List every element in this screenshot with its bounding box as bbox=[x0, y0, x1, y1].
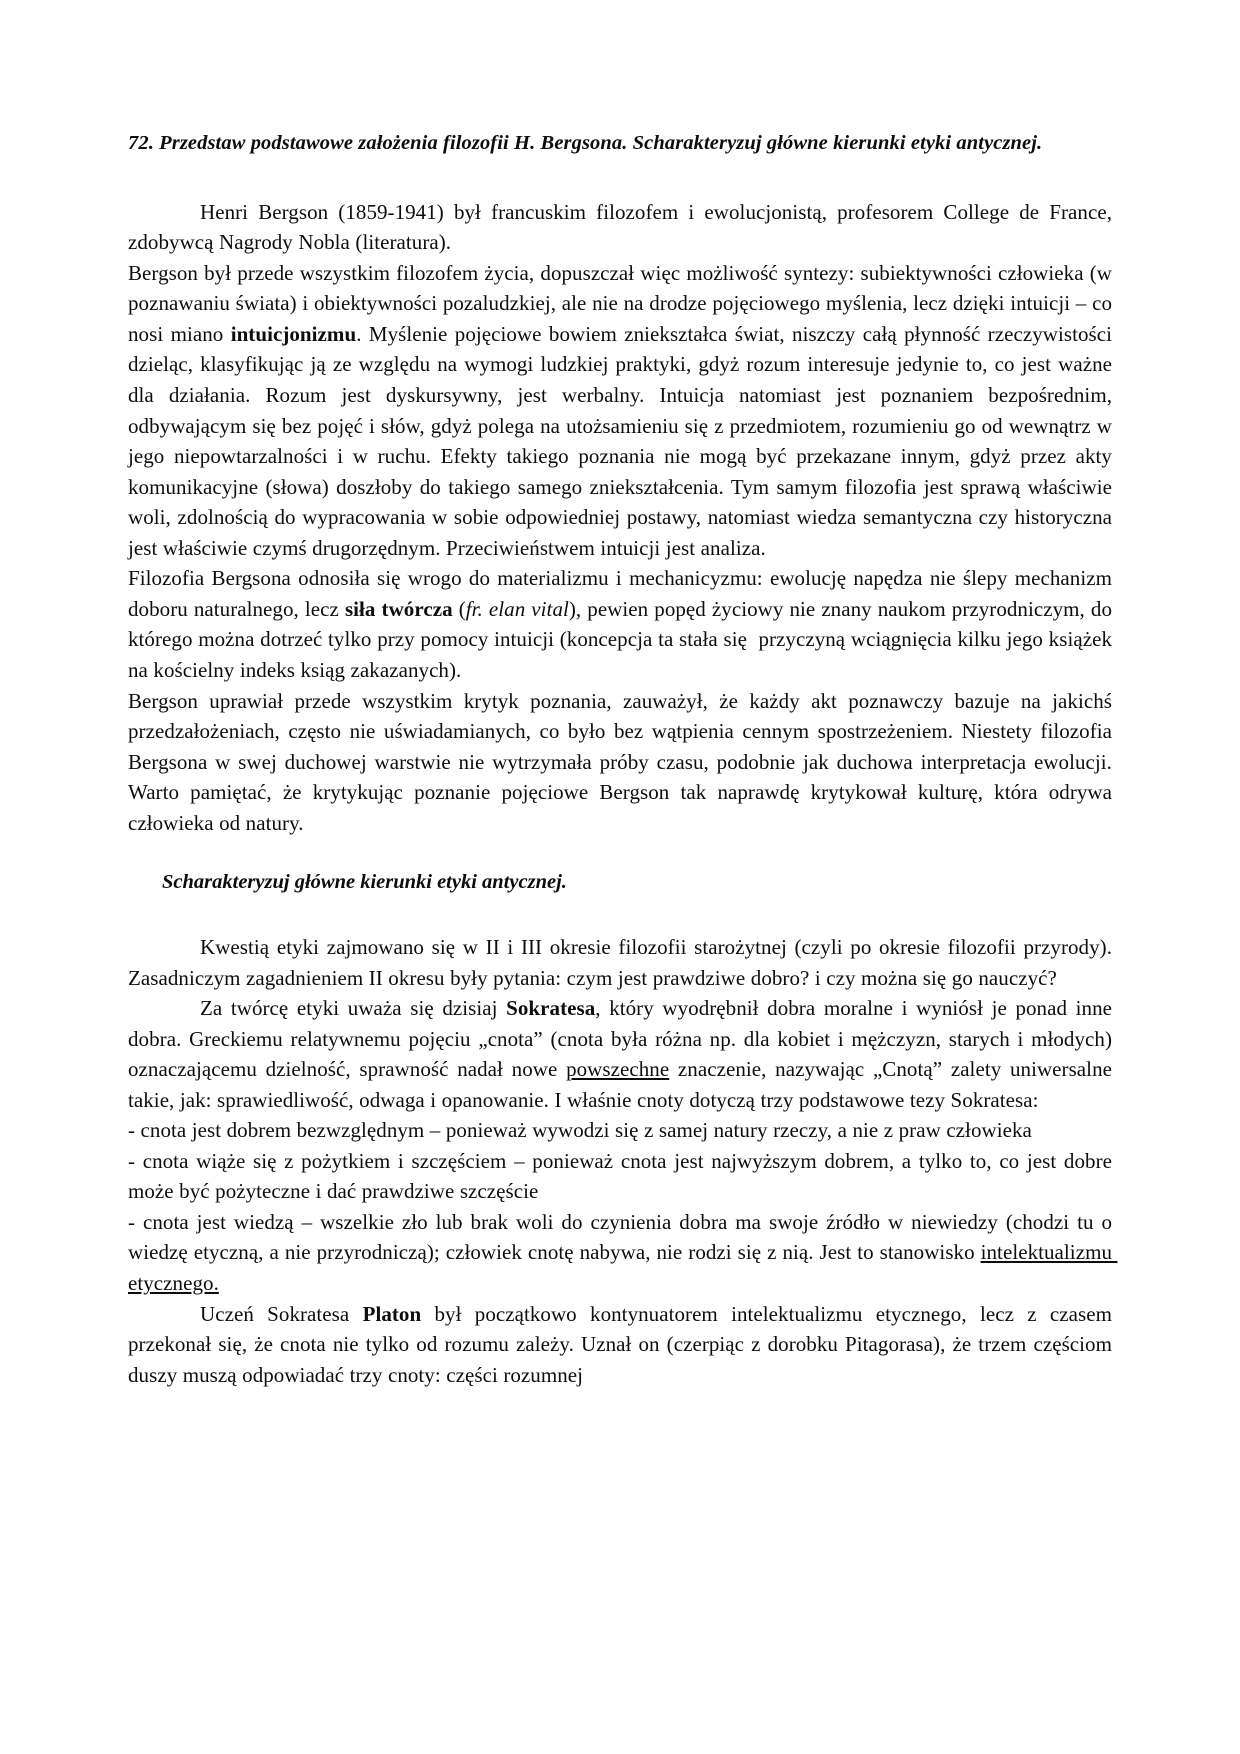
text-run-underline: powszechne bbox=[566, 1057, 670, 1082]
paragraph-teza-3 bbox=[128, 1207, 1118, 1299]
paragraph-platon bbox=[128, 1299, 1118, 1391]
paragraph-sokrates bbox=[128, 993, 1118, 1115]
text-run-bold: intuicjonizmu bbox=[230, 321, 357, 346]
text-run-normal: Bergson uprawiał przede wszystkim krytyk poznania, zauważył, że każdy akt poznawczy bazuje na jakichś przedzałożeniach, często nie uświadamianych, co było bez wątpienia cennym spostrzeżeniem. Niestety filozofia Bergsona w swej duchowej warstwie nie wytrzymała próby czasu, podobnie jak duchowa interpretacja ewolucji. Warto pamiętać, że krytykując poznanie pojęciowe Bergson tak naprawdę krytykował kulturę, która odrywa człowieka od natury. bbox=[128, 688, 1118, 835]
text-run-italic: fr. elan vital bbox=[465, 596, 569, 621]
text-run-normal: Uczeń Sokratesa bbox=[200, 1301, 363, 1326]
section-bergson bbox=[128, 197, 1118, 838]
paragraph-bergson-intro bbox=[128, 197, 1118, 258]
page-title: 72. Przedstaw podstawowe założenia filozofii H. Bergsona. Scharakteryzuj główne kierunki etyki antycznej. bbox=[128, 132, 1043, 154]
paragraph-teza-1 bbox=[128, 1115, 1112, 1146]
document-body bbox=[128, 128, 1118, 1390]
text-run-normal: Filozofia Bergsona odnosiła się wrogo do materializmu i mechanicyzmu: ewolucję napędza nie ślepy mechanizm doboru naturalnego, lecz bbox=[128, 566, 1118, 621]
text-run-bold: Platon bbox=[362, 1301, 422, 1326]
text-run-normal: . Myślenie pojęciowe bowiem zniekształca świat, niszczy całą płynność rzeczywistości dzieląc, klasyfikując ją ze względu na wymogi ludzkiej praktyki, gdyż rozum interesuje jedynie to, co jest ważne dla działania. Rozum jest dyskursywny, jest werbalny. Intuicja natomiast jest poznaniem bezpośrednim, odbywającym się bez pojęć i słów, gdyż polega na utożsamieniu się z przedmiotem, rozumieniu go od wewnątrz w jego niepowtarzalności i w ruchu. Efekty takiego poznania nie mogą być przekazane innym, gdyż przez akty komunikacyjne (słowa) doszłoby do takiego samego zniekształcenia. Tym samym filozofia jest sprawą właściwie woli, zdolnością do wypracowania w sobie odpowiedniej postawy, natomiast wiedza semantyczna czy historyczna jest właściwie czymś drugorzędnym. Przeciwieństwem intuicji jest analiza. bbox=[128, 321, 1118, 560]
text-run-normal: , który wyodrębnił dobra moralne i wyniósł je ponad inne dobra. Greckiemu relatywnemu pojęciu „cnota” (cnota była różna np. dla kobiet i mężczyzn, starych i młodych) oznaczającemu dzielność, sprawność nadał nowe bbox=[128, 996, 1118, 1082]
section-etyka-antyczna bbox=[128, 932, 1118, 1390]
text-run-normal: ( bbox=[452, 596, 466, 621]
text-run-normal: - cnota jest dobrem bezwzględnym – ponieważ wywodzi się z samej natury rzeczy, a nie z praw człowieka bbox=[128, 1118, 1032, 1143]
text-run-bold: Sokratesa bbox=[506, 996, 596, 1021]
paragraph-materializm bbox=[128, 563, 1118, 685]
text-run-underline: intelektualizmu etycznego. bbox=[128, 1240, 1118, 1295]
text-run-normal: - cnota jest wiedzą – wszelkie zło lub brak woli do czynienia dobra ma swoje źródło w niewiedzy (chodzi tu o wiedzę etyczną, a nie przyrodniczą); człowiek cnotę nabywa, nie rodzi się z nią. Jest to stanowisko bbox=[128, 1209, 1118, 1265]
paragraph-kwestia-etyki bbox=[128, 932, 1118, 993]
text-run-normal: znaczenie, nazywając „Cnotą” zalety uniwersalne takie, jak: sprawiedliwość, odwaga i opanowanie. I właśnie cnoty dotyczą trzy podstawowe tezy Sokratesa: bbox=[128, 1057, 1118, 1112]
text-run-bold: siła twórcza bbox=[344, 596, 453, 621]
text-run-normal: ), pewien popęd życiowy nie znany naukom przyrodniczym, do którego można dotrzeć tylko przy pomocy intuicji (koncepcja ta stała się przyczyną wciągnięcia kilku jego książek na kościelny indeks ksiąg zakazanych). bbox=[128, 596, 1118, 682]
section-subheading: Scharakteryzuj główne kierunki etyki antycznej. bbox=[162, 871, 567, 894]
text-run-normal: był początkowo kontynuatorem intelektualizmu etycznego, lecz z czasem przekonał się, że cnota nie tylko od rozumu zależy. Uznał on (czerpiąc z dorobku Pitagorasa), że trzem częściom duszy muszą odpowiadać trzy cnoty: części rozumnej bbox=[128, 1301, 1118, 1387]
paragraph-krytyk-poznania bbox=[128, 686, 1118, 839]
text-run-normal: Za twórcę etyki uważa się dzisiaj bbox=[200, 996, 507, 1021]
text-run-normal: - cnota wiąże się z pożytkiem i szczęściem – ponieważ cnota jest najwyższym dobrem, a tylko to, co jest dobre może być pożyteczne i dać prawdziwe szczęście bbox=[128, 1148, 1118, 1204]
text-run-normal: Bergson był przede wszystkim filozofem życia, dopuszczał więc możliwość syntezy: subiektywności człowieka (w poznawaniu świata) i obiektywności pozaludzkiej, ale nie na drodze pojęciowego myślenia, lecz dzięki intuicji – co nosi miano bbox=[128, 260, 1118, 346]
paragraph-filozof-zycia bbox=[128, 258, 1118, 563]
text-run-normal: Henri Bergson (1859-1941) był francuskim filozofem i ewolucjonistą, profesorem College de France, zdobywcą Nagrody Nobla (literatura). bbox=[128, 199, 1118, 255]
paragraph-teza-2 bbox=[128, 1146, 1118, 1207]
text-run-normal: Kwestią etyki zajmowano się w II i III okresie filozofii starożytnej (czyli po okresie filozofii przyrody). Zasadniczym zagadnieniem II okresu były pytania: czym jest prawdziwe dobro? i czy można się go nauczyć? bbox=[128, 934, 1118, 990]
